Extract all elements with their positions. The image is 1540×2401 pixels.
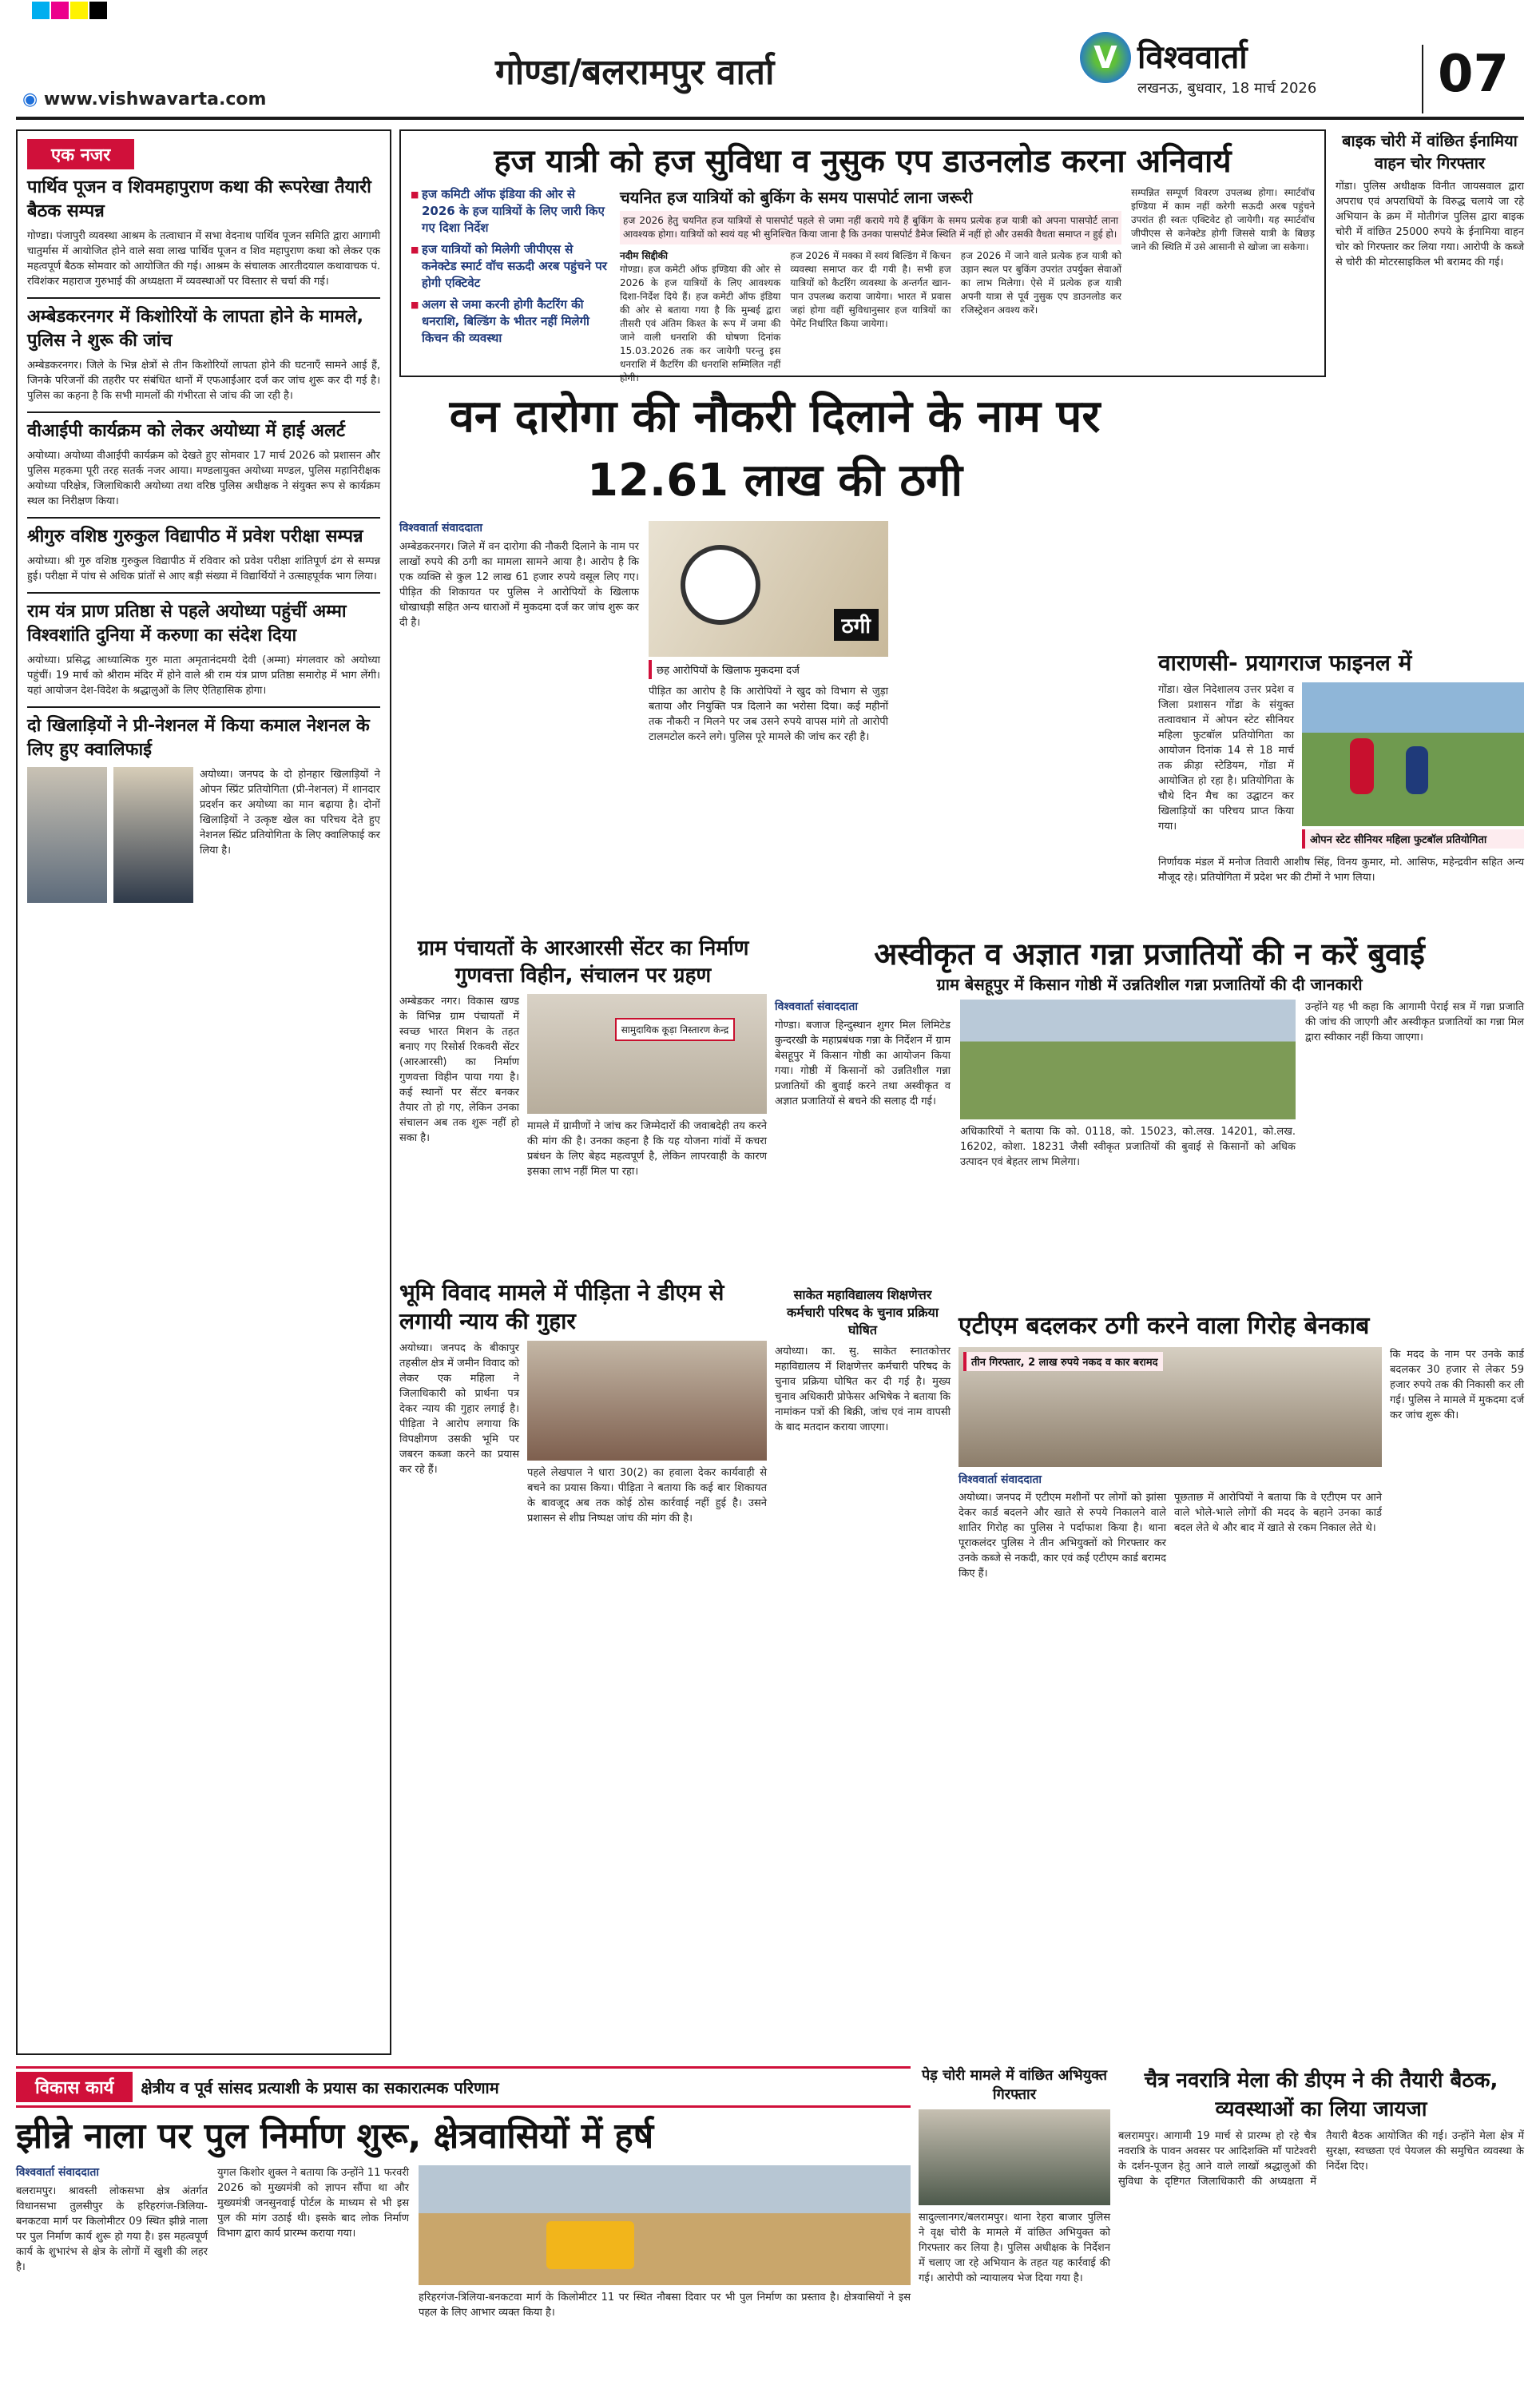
header-divider xyxy=(1422,45,1423,113)
petitioner-photo xyxy=(527,1341,767,1461)
story-body: पीड़ित का आरोप है कि आरोपियों ने खुद को विभाग से जुड़ा बताया और नियुक्ति पत्र दिलाने का भरोसा दिया। कई महीनों तक नौकरी न मिलने पर जब उसने रुपये वापस मांगे तो आरोपी टालमटोल करने लगे। पुलिस पूरे मामले की जांच कर रही है। xyxy=(649,686,888,743)
section-label: विकास कार्य xyxy=(16,2072,133,2102)
scam-illustration xyxy=(649,521,888,657)
story-body: अयोध्या। जनपद के दो होनहार खिलाड़ियों ने ओपन स्प्रिंट प्रतियोगिता (प्री-नेशनल) में शानदार प्रदर्शन कर अयोध्या का मान बढ़ाया है। दोनों खिलाड़ियों ने उत्कृष्ट खेल का परिचय देते हुए नेशनल स्प्रिंट प्रतियोगिता के लिए क्वालिफाई कर लिया है। xyxy=(200,769,380,857)
sub-body: हज 2026 हेतु चयनित हज यात्रियों से पासपोर्ट पहले से जमा नहीं कराये गये हैं बुकिंग के समय प्रत्येक हज यात्री को अपना पासपोर्ट लाना आवश्यक होगा। यात्रियों को स्वयं यह भी सुनिश्चित किया जाना है कि उनका पासपोर्ट डैमेज स्थिति में नहीं हो और उसकी वैधता समाप्त न हुई हो। xyxy=(620,211,1121,244)
farmers-photo xyxy=(960,1000,1296,1119)
story-body: गोण्डा। बजाज हिन्दुस्थान शुगर मिल लिमिटेड कुन्दरखी के महाप्रबंधक गन्ना के निर्देशन में ग्राम बेसहूपुर में किसान गोष्ठी का आयोजन किया गया। गोष्ठी में किसानों को उन्नतिशील गन्ना प्रजातियों की बुवाई करने तथा अस्वीकृत व अज्ञात प्रजातियों से बचने की सलाह दी गई। xyxy=(775,1020,951,1107)
story-body: अयोध्या। जनपद में एटीएम मशीनों पर लोगों को झांसा देकर कार्ड बदलने और खाते से रुपये निकालने वाले शातिर गिरोह का पुलिस ने पर्दाफाश किया है। थाना पूराकलंदर पुलिस ने तीन अभियुक्तों को गिरफ्तार कर उनके कब्जे से नकदी, कार एवं कई एटीएम कार्ड बरामद किए हैं। xyxy=(959,1492,1166,1580)
bullet-item: ■ अलग से जमा करनी होगी कैटरिंग की धनराशि, बिल्डिंग के भीतर नहीं मिलेगी किचन की व्यवस्था xyxy=(411,296,610,347)
story-body: बलरामपुर। आगामी 19 मार्च से प्रारम्भ हो रहे चैत्र नवरात्रि के पावन अवसर पर आदिशक्ति माँ पाटेश्वरी के दर्शन-पूजन हेतु आने वाले लाखों श्रद्धालुओं की सुविधा के दृष्टिगत जिलाधिकारी की अध्यक्षता में तैयारी बैठक आयोजित की गई। उन्होंने मेला क्षेत्र में सुरक्षा, स्वच्छता एवं पेयजल की समुचित व्यवस्था के निर्देश दिए। xyxy=(1118,2130,1524,2188)
image-caption: ओपन स्टेट सीनियर महिला फुटबॉल प्रतियोगिता xyxy=(1302,829,1524,849)
story-title: राम यंत्र प्राण प्रतिष्ठा से पहले अयोध्या पहुंचीं अम्मा विश्वशांति दुनिया में करुणा का संदेश दिया xyxy=(27,602,347,646)
story-body: सम्पन्नित सम्पूर्ण विवरण उपलब्ध होगा। स्मार्टवॉच इण्डिया में काम नहीं करेगी सऊदी अरब पहुंचने उपरांत ही स्वतः एक्टिवेट हो जायेगी। यह स्मार्टवॉच जीपीएस से कनेक्टेड होगी जिससे यात्री के बिछड़ जाने की स्थिति में उसे आसानी से खोजा जा सकेगा। xyxy=(1131,187,1315,252)
headline: ग्राम पंचायतों के आरआरसी सेंटर का निर्माण गुणवत्ता विहीन, संचालन पर ग्रहण xyxy=(417,936,749,988)
headline: हज यात्री को हज सुविधा व नुसुक एप डाउनलोड करना अनिवार्य xyxy=(494,143,1232,180)
story-title: अम्बेडकरनगर में किशोरियों के लापता होने के मामले, पुलिस ने शुरू की जांच xyxy=(27,307,363,351)
brand-name: विश्ववार्ता xyxy=(1137,39,1248,76)
job-offer-icon xyxy=(681,545,760,625)
desk-label: विश्ववार्ता संवाददाता xyxy=(16,2166,100,2179)
story-body: हज 2026 में जाने वाले प्रत्येक हज यात्री को उड़ान स्थल पर बुकिंग उपरांत उपर्युक्त सेवाओं का लाभ मिलेगा। ऐसे में प्रत्येक हज यात्री अपनी यात्रा से पूर्व नुसुक एप डाउनलोड कर रजिस्ट्रेशन अवश्य करें। xyxy=(960,250,1121,316)
headline: वन दारोगा की नौकरी दिलाने के नाम पर 12.61 लाख की ठगी xyxy=(449,391,1101,507)
story-title: पार्थिव पूजन व शिवमहापुराण कथा की रूपरेखा तैयारी बैठक सम्पन्न xyxy=(27,177,371,221)
sugarcane-story xyxy=(775,935,1524,1254)
desk-label: विश्ववार्ता संवाददाता xyxy=(399,522,483,535)
masthead xyxy=(0,0,1540,120)
story-body: युगल किशोर शुक्ल ने बताया कि उन्होंने 11 फरवरी 2026 को मुख्यमंत्री को ज्ञापन सौंपा था और मुख्यमंत्री जनसुनवाई पोर्टल के माध्यम से भी इस पुल की मांग उठाई थी। इसके बाद लोक निर्माण विभाग द्वारा कार्य प्रारम्भ कराया गया। xyxy=(217,2167,409,2240)
sub-headline: चयनित हज यात्रियों को बुकिंग के समय पासपोर्ट लाना जरूरी xyxy=(620,188,973,207)
scam-label: ठगी xyxy=(834,609,879,641)
headline: झीन्ने नाला पर पुल निर्माण शुरू, क्षेत्रवासियों में हर्ष xyxy=(16,2116,654,2157)
page-title: गोण्डा/बलरामपुर वार्ता xyxy=(495,52,775,93)
rrc-photo xyxy=(527,994,767,1114)
globe-icon: ◉ xyxy=(22,89,38,109)
story-body: अयोध्या। अयोध्या वीआईपी कार्यक्रम को देखते हुए सोमवार 17 मार्च 2026 को प्रशासन और पुलिस महकमा पूरी तरह सतर्क नजर आया। मण्डलायुक्त अयोध्या मण्डल, पुलिस महानिरीक्षक अयोध्या परिक्षेत्र, जिलाधिकारी अयोध्या तथा वरिष्ठ पुलिस अधीक्षक ने संयुक्त रूप से कार्यक्रम स्थल का निरीक्षण किया। xyxy=(27,450,380,507)
story-body: गोण्डा। हज कमेटी ऑफ इण्डिया की ओर से 2026 के हज यात्रियों के लिए आवश्यक दिशा-निर्देश दिये हैं। हज कमेटी ऑफ इंडिया की ओर से बताया गया है कि मुम्बई द्वारा तीसरी एवं अंतिम किश्त के रूप में जमा की जाने वाली धनराशि की घोषणा दिनांक 15.03.2026 तक कर जायेगी परन्तु इस धनराशि में कैटरिंग की धनराशि सम्मिलित नहीं होगी। xyxy=(620,264,781,384)
story-body: अयोध्या। जनपद के बीकापुर तहसील क्षेत्र में जमीन विवाद को लेकर एक महिला ने जिलाधिकारी को प्रार्थना पत्र देकर न्याय की गुहार लगाई है। पीड़िता ने आरोप लगाया कि विपक्षीगण उसकी भूमि पर जबरन कब्जा करने का प्रयास कर रहे हैं। xyxy=(399,1342,519,1476)
development-story xyxy=(16,2066,911,2386)
athlete-photo xyxy=(113,767,193,903)
story-body: हरिहरगंज-त्रिलिया-बनकटवा मार्ग के किलोमीटर 11 पर स्थित नौबसा दिवार पर भी पुल निर्माण का प्रस्ताव है। क्षेत्रवासियों ने इस पहल के लिए आभार व्यक्त किया है। xyxy=(419,2292,911,2319)
story-body: अयोध्या। श्री गुरु वशिष्ठ गुरुकुल विद्यापीठ में रविवार को प्रवेश परीक्षा शांतिपूर्ण ढंग से सम्पन्न हुई। परीक्षा में पांच से अधिक प्रांतों से आए बड़ी संख्या में विद्यार्थियों ने उत्साहपूर्वक भाग लिया। xyxy=(27,555,380,582)
story-body: अयोध्या। का. सु. साकेत स्नातकोत्तर महाविद्यालय में शिक्षणेत्तर कर्मचारी परिषद के चुनाव प्रक्रिया घोषित कर दी गई है। मुख्य चुनाव अधिकारी प्रोफेसर अभिषेक ने बताया कि नामांकन पत्रों की बिक्री, जांच एवं नाम वापसी के बाद मतदान कराया जाएगा। xyxy=(775,1346,951,1433)
forest-story xyxy=(399,385,1150,912)
story-body: निर्णायक मंडल में मनोज तिवारी आशीष सिंह, विनय कुमार, मो. आसिफ, महेन्द्रवीन सहित अन्य मौजूद रहे। प्रतियोगिता में प्रदेश भर की टीमों ने भाग लिया। xyxy=(1158,857,1524,884)
story-body: गोण्डा। पंजापुरी व्यवस्था आश्रम के तत्वाधान में सभा वेदनाथ पार्थिव पूजन समिति द्वारा आगामी चातुर्मास में आयोजित होने वाले सवा लाख पार्थिव पूजन व शिव महापुराण कथा को लेकर एक महत्वपूर्ण बैठक सोमवार को आयोजित की गई। आश्रम के संचालक आरतीदयाल कथावाचक पं. रविशंकर महाराज गुरुभाई की अध्यक्षता में व्यवस्थाओं पर विस्तार से चर्चा की गई। xyxy=(27,230,380,288)
story-body: बलरामपुर। श्रावस्ती लोकसभा क्षेत्र अंतर्गत विधानसभा तुलसीपुर के हरिहरगंज-त्रिलिया-बनकटवा मार्ग पर किलोमीटर 09 स्थित झीन्ने नाला पर पुल निर्माण कार्य शुरू हो गया है। इस महत्वपूर्ण कार्य के शुभारंभ से क्षेत्र के लोगों में खुशी की लहर है। xyxy=(16,2185,208,2273)
story-title: वीआईपी कार्यक्रम को लेकर अयोध्या में हाई अलर्ट xyxy=(27,421,345,441)
headline: पेड़ चोरी मामले में वांछित अभियुक्त गिरफ्तार xyxy=(921,2067,1108,2103)
story-body: पूछताछ में आरोपियों ने बताया कि वे एटीएम पर आने वाले भोले-भाले लोगों की मदद के बहाने उनका कार्ड बदल लेते थे और बाद में खाते से रकम निकाल लेते थे। xyxy=(1174,1492,1382,1534)
story-body: अम्बेडकरनगर। जिले में वन दारोगा की नौकरी दिलाने के नाम पर लाखों रुपये की ठगी का मामला सामने आया है। आरोप है कि एक व्यक्ति से कुल 12 लाख 61 हजार रुपये वसूल लिए गए। पीड़ित की शिकायत पर पुलिस ने आरोपियों के खिलाफ धोखाधड़ी सहित अन्य धाराओं में मुकदमा दर्ज कर जांच शुरू कर दी है। xyxy=(399,541,639,629)
byline: नदीम सिद्दीकी xyxy=(620,250,668,261)
bike-theft-story xyxy=(1336,129,1524,641)
atm-story xyxy=(959,1310,1524,1726)
dateline: लखनऊ, बुधवार, 18 मार्च 2026 xyxy=(1137,80,1317,97)
story-body: अयोध्या। प्रसिद्ध आध्यात्मिक गुरु माता अमृतानंदमयी देवी (अम्मा) मंगलवार को अयोध्या पहुंचीं। 19 मार्च को श्रीराम मंदिर में होने वाले श्री राम यंत्र प्राण प्रतिष्ठा समारोह में भाग लेंगी। यहां आयोजन देश-विदेश के श्रद्धालुओं के लिए ऐतिहासिक होगा। xyxy=(27,654,380,697)
page-number: 07 xyxy=(1438,45,1510,104)
navratri-story xyxy=(1118,2066,1524,2386)
story-body: अम्बेडकरनगर। जिले के भिन्न क्षेत्रों से तीन किशोरियों लापता होने की घटनाएँ सामने आई हैं, जिनके परिजनों की तहरीर पर संबंधित थानों में एफआईआर दर्ज कर जांच शुरू कर दी गई है। पुलिस का कहना है कि सभी मामलों की गंभीरता से जांच की जा रही है। xyxy=(27,360,380,402)
headline: बाइक चोरी में वांछित ईनामिया वाहन चोर गिरफ्तार xyxy=(1342,131,1518,173)
story-body: अधिकारियों ने बताया कि को. 0118, को. 15023, को.लख. 14201, को.लख. 16202, कोशा. 18231 जैसी स्वीकृत प्रजातियों की बुवाई से किसानों को अधिक उत्पादन एवं बेहतर लाभ मिलेगा। xyxy=(960,1126,1296,1168)
police-photo xyxy=(959,1347,1382,1467)
headline: वाराणसी- प्रयागराज फाइनल में xyxy=(1158,650,1412,676)
color-registration-strip xyxy=(0,0,1540,19)
section-label: एक नजर xyxy=(27,139,134,169)
headline: चैत्र नवरात्रि मेला की डीएम ने की तैयारी बैठक, व्यवस्थाओं का लिया जायजा xyxy=(1144,2069,1498,2121)
brand-logo-icon: V xyxy=(1080,32,1131,83)
sub-headline: ग्राम बेसहूपुर में किसान गोष्ठी में उन्नतिशील गन्ना प्रजातियों की दी जानकारी xyxy=(936,975,1363,994)
story-body: पहले लेखपाल ने धारा 30(2) का हवाला देकर कार्यवाही से बचने का प्रयास किया। पीड़िता ने बताया कि कई बार शिकायत के बावजूद अब तक कोई ठोस कार्रवाई नहीं हुई है। उसने प्रशासन से शीघ्र निष्पक्ष जांच की मांग की है। xyxy=(527,1467,767,1524)
saket-story xyxy=(775,1286,951,1702)
desk-label: विश्ववार्ता संवाददाता xyxy=(959,1473,1042,1486)
rrc-signboard: सामुदायिक कूड़ा निस्तारण केन्द्र xyxy=(615,1018,735,1041)
bullet-item: ■ हज कमिटी ऑफ इंडिया की ओर से 2026 के हज यात्रियों के लिए जारी किए गए दिशा निर्देश xyxy=(411,186,610,237)
header-rule xyxy=(16,117,1524,120)
hajj-story xyxy=(399,129,1326,384)
land-story xyxy=(399,1278,767,1694)
story-body: सादुल्लानगर/बलरामपुर। थाना रेहरा बाजार पुलिस ने वृक्ष चोरी के मामले में वांछित अभियुक्त को गिरफ्तार कर लिया है। पुलिस अधीक्षक के निर्देशन में चलाए जा रहे अभियान के तहत यह कार्रवाई की गई। आरोपी को न्यायालय भेज दिया गया है। xyxy=(919,2212,1110,2284)
hajj-bullets xyxy=(411,186,610,385)
left-column xyxy=(16,129,391,2055)
tagline: क्षेत्रीय व पूर्व सांसद प्रत्याशी के प्रयास का सकारात्मक परिणाम xyxy=(141,2077,499,2097)
desk-label: विश्ववार्ता संवाददाता xyxy=(775,1000,859,1013)
suspect-photo xyxy=(919,2109,1110,2205)
rrc-story xyxy=(399,935,767,1270)
image-caption: तीन गिरफ्तार, 2 लाख रुपये नकद व कार बरामद xyxy=(963,1352,1163,1371)
story-title: श्रीगुरु वशिष्ठ गुरुकुल विद्यापीठ में प्रवेश परीक्षा सम्पन्न xyxy=(27,527,363,547)
arrest-story xyxy=(919,2066,1110,2386)
headline: एटीएम बदलकर ठगी करने वाला गिरोह बेनकाब xyxy=(959,1312,1370,1340)
image-caption: छह आरोपियों के खिलाफ मुकदमा दर्ज xyxy=(649,660,804,679)
story-body: हज 2026 में मक्का में स्वयं बिल्डिंग में किचन व्यवस्था समाप्त कर दी गयी है। सभी हज यात्रियों को कैटरिंग व्यवस्था के अन्तर्गत खान-पान उपलब्ध कराया जायेगा। भारत में प्रवास जहां होगा वहीं सुविधानुसार हज यात्रियों का पेमेंट निर्धारित किया जायेगा। xyxy=(790,250,951,329)
story-body: कि मदद के नाम पर उनके कार्ड बदलकर 30 हजार से लेकर 59 हजार रुपये तक की निकासी कर ली गई। पुलिस ने मामले में मुकदमा दर्ज कर जांच शुरू की। xyxy=(1390,1349,1524,1421)
website-url[interactable]: ◉ www.vishwavarta.com xyxy=(22,89,267,109)
football-photo xyxy=(1302,682,1524,826)
story-body: गोंडा। पुलिस अधीक्षक विनीत जायसवाल द्वारा अपराध एवं अपराधियों के विरुद्ध चलाये जा रहे अभियान के क्रम में मोतीगंज पुलिस द्वारा बाइक चोरी में वांछित 25000 रुपये के ईनामिया वाहन चोर को गिरफ्तार कर लिया गया। आरोपी के कब्जे से चोरी की मोटरसाइकिल भी बरामद की गई। xyxy=(1336,181,1524,268)
athlete-photo xyxy=(27,767,107,903)
story-title: दो खिलाड़ियों ने प्री-नेशनल में किया कमाल नेशनल के लिए हुए क्वालिफाई xyxy=(27,716,370,760)
story-body: गोंडा। खेल निदेशालय उत्तर प्रदेश व जिला प्रशासन गोंडा के संयुक्त तत्वावधान में ओपन स्टेट सीनियर महिला फुटबॉल प्रतियोगिता का आयोजन दिनांक 14 से 18 मार्च तक क्रीड़ा स्टेडियम, गोंडा में आयोजित हो रहा है। प्रतियोगिता के चौथे दिन मैच का उद्घाटन कर खिलाड़ियों का परिचय प्राप्त किया गया। xyxy=(1158,684,1294,833)
story-body: उन्होंने यह भी कहा कि आगामी पेराई सत्र में गन्ना प्रजाति की जांच की जाएगी और अस्वीकृत प्रजातियों का गन्ना मिल द्वारा स्वीकार नहीं किया जाएगा। xyxy=(1305,1001,1524,1043)
story-body: मामले में ग्रामीणों ने जांच कर जिम्मेदारों की जवाबदेही तय करने की मांग की है। उनका कहना है कि यह योजना गांवों में कचरा प्रबंधन के लिए बेहद महत्वपूर्ण है, लेकिन लापरवाही के कारण इसका लाभ नहीं मिल पा रहा। xyxy=(527,1120,767,1178)
headline: अस्वीकृत व अज्ञात गन्ना प्रजातियों की न करें बुवाई xyxy=(874,936,1425,972)
headline: साकेत महाविद्यालय शिक्षणेत्तर कर्मचारी परिषद के चुनाव प्रक्रिया घोषित xyxy=(787,1287,939,1338)
story-body: अम्बेडकर नगर। विकास खण्ड के विभिन्न ग्राम पंचायतों में स्वच्छ भारत मिशन के तहत बनाए गए रिसोर्स रिकवरी सेंटर (आरआरसी) का निर्माण गुणवत्ता विहीन पाया गया है। कई स्थानों पर सेंटर बनकर तैयार तो हो गए, लेकिन उनका संचालन अब तक शुरू नहीं हो सका है। xyxy=(399,996,519,1144)
headline: भूमि विवाद मामले में पीड़िता ने डीएम से लगायी न्याय की गुहार xyxy=(399,1279,724,1334)
bullet-item: ■ हज यात्रियों को मिलेगी जीपीएस से कनेक्टेड स्मार्ट वॉच सऊदी अरब पहुंचने पर होगी एक्टिवेट xyxy=(411,241,610,292)
construction-photo xyxy=(419,2165,911,2285)
